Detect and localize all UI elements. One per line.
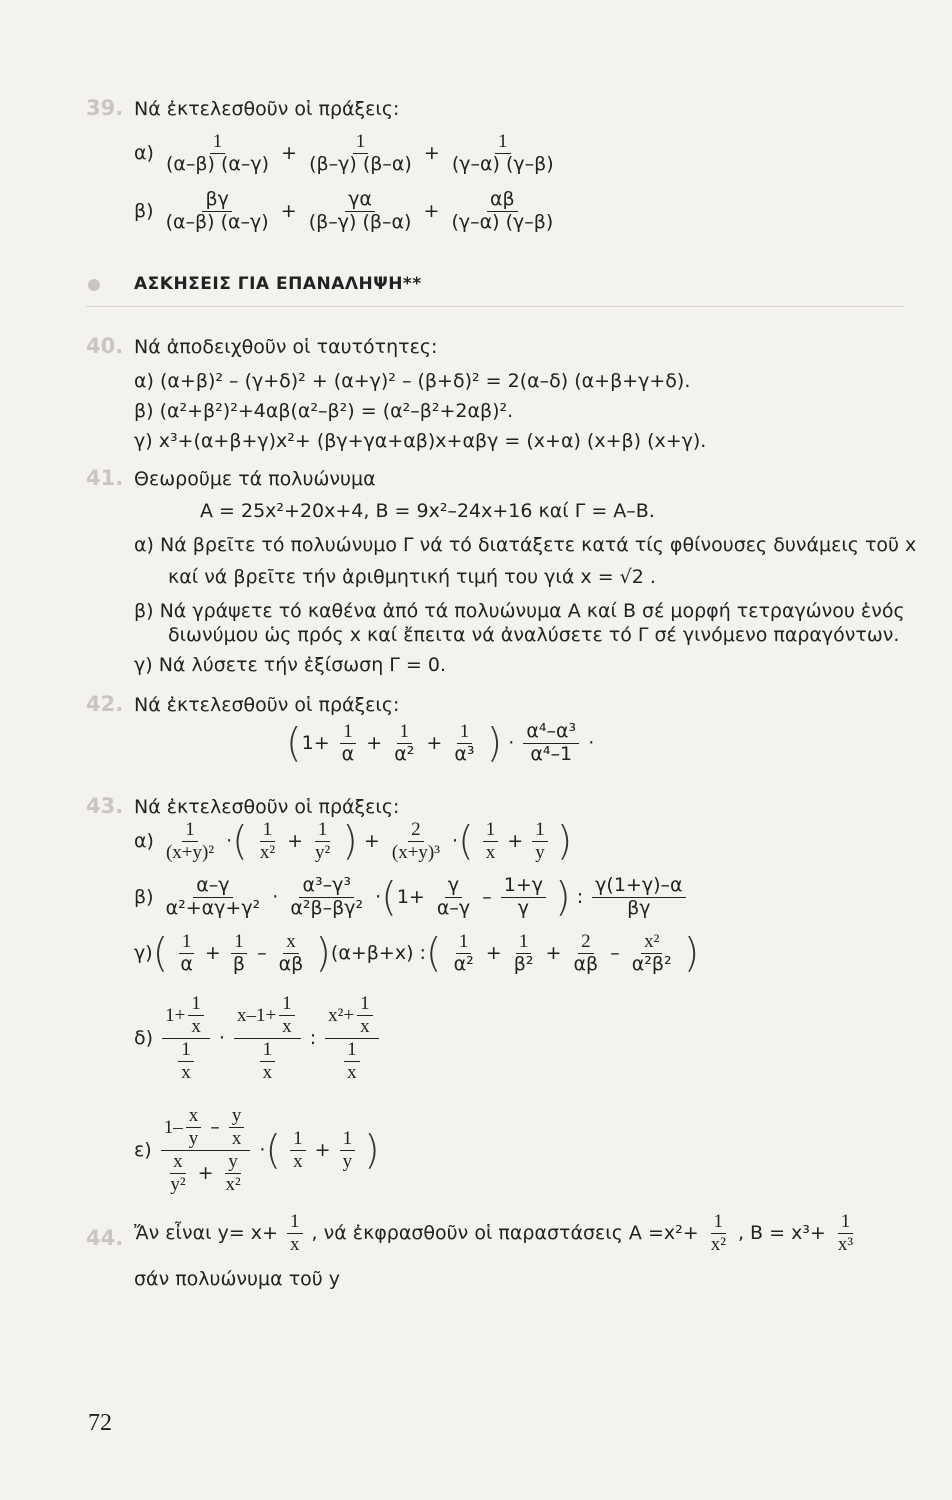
problem-41b-line1: β) Νά γράψετε τό καθένα ἀπό τά πολυώνυμα Α καί Β σέ μορφή τετραγώνου ἑνός bbox=[134, 600, 905, 622]
problem-number-44: 44. bbox=[86, 1226, 124, 1250]
problem-40-prompt: Νά ἀποδειχθοῦν οἱ ταυτότητες: bbox=[134, 336, 438, 358]
fraction: $\frac{1}{\alpha}$ bbox=[341, 721, 355, 765]
problem-number-43: 43. bbox=[86, 794, 124, 818]
problem-43a: α) $\frac{1}{\text{(x+y)²}}$ ·( $\frac{1}{\text{x²}}$ + $\frac{1}{\text{y²}}$ ) + $\frac{2}{\text{(x+y)³}}$ ·( $\frac{1}{x}$ + $\frac{1}{y}$ ) bbox=[134, 818, 573, 865]
problem-44-line2: σάν πολυώνυμα τοῦ y bbox=[134, 1268, 341, 1290]
fraction: $\frac{\alpha\beta}{(\gamma-\alpha) (\gamma-\beta)}$ bbox=[451, 188, 554, 233]
problem-number-39: 39. bbox=[86, 96, 124, 120]
problem-number-42: 42. bbox=[86, 692, 124, 716]
section-divider bbox=[86, 306, 904, 307]
fraction: $\frac{1}{(\gamma-\alpha) (\gamma-\beta)}$ bbox=[451, 131, 554, 175]
problem-41a-line1: α) Νά βρεῖτε τό πολυώνυμο Γ νά τό διατάξετε κατά τίς φθίνουσες δυνάμεις τοῦ x bbox=[134, 534, 917, 556]
section-bullet-icon bbox=[88, 279, 100, 291]
problem-40b: β) (α²+β²)²+4αβ(α²–β²) = (α²–β²+2αβ)². bbox=[134, 400, 514, 422]
problem-42-expression: (1+ $\frac{1}{\alpha}$ + $\frac{1}{\text{α²}}$ + $\frac{1}{\text{α³}}$ ) · $\frac{\text{α⁴–α³}}{\text{α⁴–1}}$ · bbox=[286, 720, 595, 767]
problem-40c: γ) x³+(α+β+γ)x²+ (βγ+γα+αβ)x+αβγ = (x+α) (x+β) (x+γ). bbox=[134, 430, 707, 452]
label: β) bbox=[134, 199, 154, 222]
label: α) bbox=[134, 141, 154, 164]
problem-41c: γ) Νά λύσετε τήν ἐξίσωση Γ = 0. bbox=[134, 654, 446, 676]
problem-42-prompt: Νά ἐκτελεσθοῦν οἱ πράξεις: bbox=[134, 694, 400, 716]
page-number: 72 bbox=[88, 1410, 112, 1436]
fraction: $\frac{1}{\text{α²}}$ bbox=[394, 721, 415, 765]
fraction: $\frac{\text{α⁴–α³}}{\text{α⁴–1}}$ bbox=[523, 722, 579, 765]
fraction: $\frac{1}{\text{α³}}$ bbox=[454, 721, 475, 765]
problem-43-prompt: Νά ἐκτελεσθοῦν οἱ πράξεις: bbox=[134, 796, 400, 818]
problem-41-prompt: Θεωροῦμε τά πολυώνυμα bbox=[134, 468, 376, 490]
section-heading: ΑΣΚΗΣΕΙΣ ΓΙΑ ΕΠΑΝΑΛΗΨΗ** bbox=[134, 274, 422, 294]
fraction: $\frac{\beta\gamma}{(\alpha-\beta) (\alpha-\gamma)}$ bbox=[165, 188, 269, 233]
problem-43b: β) $\frac{\alpha-\gamma}{\text{α²+αγ+γ²}}$ · $\frac{\text{α³–γ³}}{\text{α²β–βγ²}}$ ·(1+ $\frac{\gamma}{\alpha-\gamma}$ – $\frac{1+\gamma}{\gamma}$ ) : $\frac{\gamma(1+\gamma)-\alpha}{\beta\gamma}$ bbox=[134, 876, 689, 919]
fraction: $\frac{\gamma\alpha}{(\beta-\gamma) (\beta-\alpha)}$ bbox=[308, 188, 412, 233]
problem-44-line1: Ἄν εἶναι y= x+ $\frac{1}{x}$ , νά ἐκφρασθοῦν οἱ παραστάσεις Α =x²+ $\frac{1}{\text{x²}}$ , Β = x³+ $\frac{1}{\text{x³}}$ bbox=[134, 1211, 854, 1255]
problem-number-41: 41. bbox=[86, 466, 124, 490]
problem-43e: ε) 1– $\frac{x}{y}$ – $\frac{y}{x}$ $\frac{x}{\text{y²}}$ + $\frac{y}{\text{x²}}$ ·( $\frac{1}{x}$ + $\frac{1}{y}$ ) bbox=[134, 1105, 380, 1195]
fraction: $\frac{1}{(\beta-\gamma) (\beta-\alpha)}$ bbox=[309, 131, 412, 175]
problem-number-40: 40. bbox=[86, 334, 124, 358]
problem-41b-line2: διωνύμου ὡς πρός x καί ἔπειτα νά ἀναλύσετε τό Γ σέ γινόμενο παραγόντων. bbox=[168, 624, 900, 646]
problem-39-prompt: Νά ἐκτελεσθοῦν οἱ πράξεις: bbox=[134, 98, 400, 120]
problem-43c: γ)( $\frac{1}{\alpha}$ + $\frac{1}{\beta}$ – $\frac{x}{\alpha\beta}$ )(α+β+x) :( $\frac{1}{\text{α²}}$ + $\frac{1}{\text{β²}}$ + $\frac{2}{\alpha\beta}$ – $\frac{\text{x²}}{\text{α²β²}}$ ) bbox=[134, 930, 700, 977]
problem-40a: α) (α+β)² – (γ+δ)² + (α+γ)² – (β+δ)² = 2(α–δ) (α+β+γ+δ). bbox=[134, 370, 691, 392]
fraction: $\frac{1}{(\alpha-\beta) (\alpha-\gamma)}$ bbox=[165, 131, 270, 175]
problem-41-polynomials: Α = 25x²+20x+4, Β = 9x²–24x+16 καί Γ = Α–Β. bbox=[200, 500, 655, 522]
problem-43d: δ) 1+ $\frac{1}{x}$ $\frac{1}{x}$ · x–1+ $\frac{1}{x}$ $\frac{1}{x}$ : x²+ $\frac{1}{x}$ $\frac{1}{x}$ bbox=[134, 994, 382, 1083]
problem-39a: α) $\frac{1}{(\alpha-\beta) (\alpha-\gamma)}$ + $\frac{1}{(\beta-\gamma) (\beta-\alpha)}$ + $\frac{1}{(\gamma-\alpha) (\gamma-\beta)}$ bbox=[134, 132, 560, 175]
problem-41a-line2: καί νά βρεῖτε τήν ἀριθμητική τιμή του γιά x = √2 . bbox=[168, 566, 656, 588]
problem-39b: β) $\frac{\beta\gamma}{(\alpha-\beta) (\alpha-\gamma)}$ + $\frac{\gamma\alpha}{(\beta-\gamma) (\beta-\alpha)}$ + $\frac{\alpha\beta}{(\gamma-\alpha) (\gamma-\beta)}$ bbox=[134, 190, 559, 233]
